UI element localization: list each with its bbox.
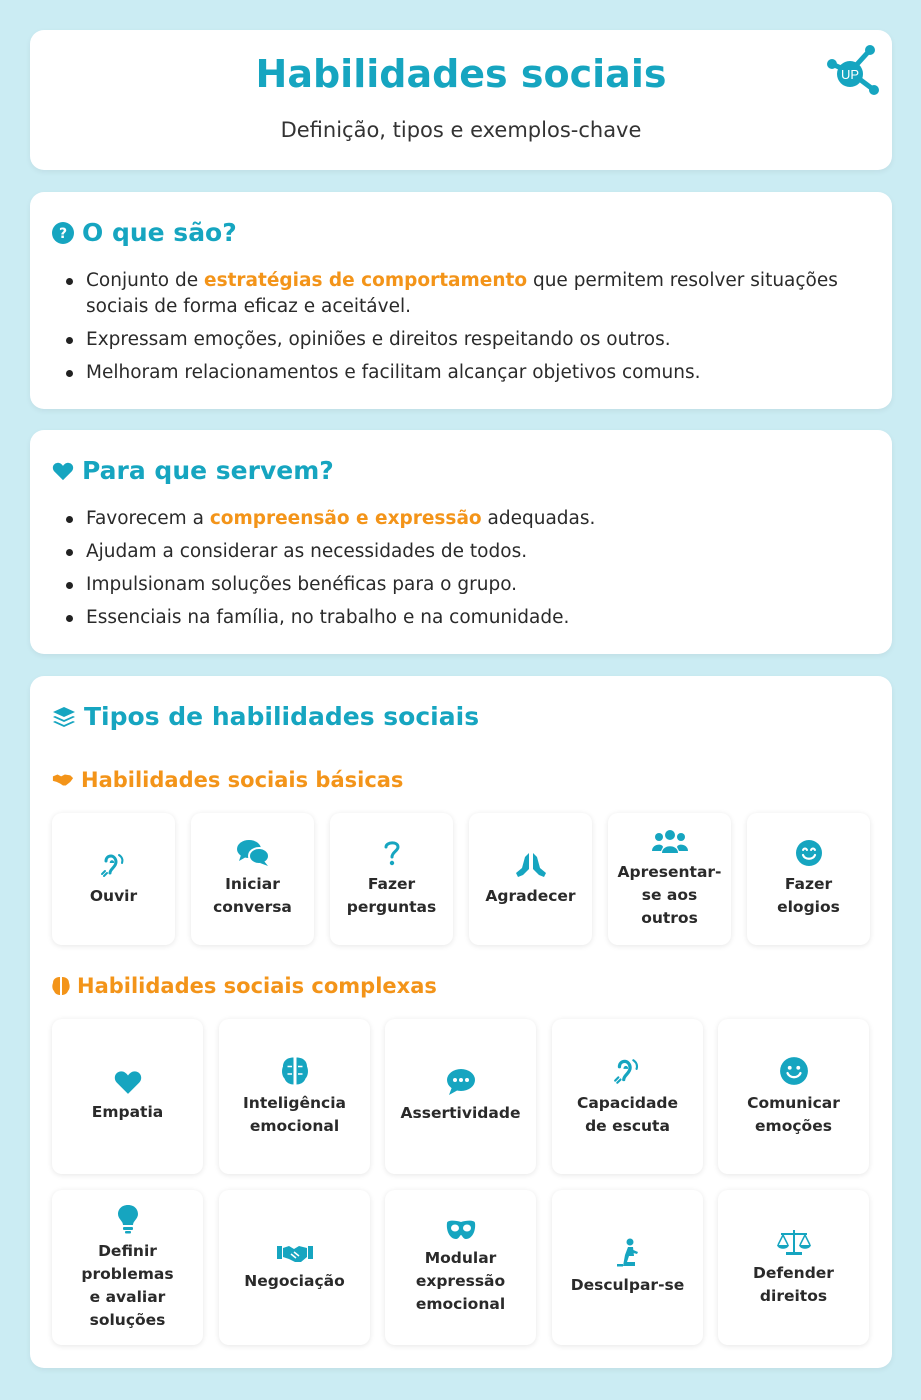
lightbulb-icon — [117, 1204, 139, 1234]
tile-label: Ouvir — [89, 886, 138, 905]
tile-label: Negociação — [244, 1272, 345, 1290]
basic-tile-iniciar-conversa — [191, 813, 314, 945]
complex-tile-definir-problemas — [52, 1190, 203, 1345]
question-circle-icon — [52, 222, 74, 244]
chat-bubbles-icon — [236, 839, 270, 867]
up-logo-icon — [826, 38, 884, 96]
basic-tile-agradecer — [469, 813, 592, 945]
speech-dots-icon — [446, 1068, 476, 1096]
basic-tile-apresentar-se — [608, 813, 731, 945]
tile-label: Modular expressão emocional — [415, 1249, 506, 1313]
list-item: Essenciais na família, no trabalho e na comunidade. — [86, 605, 852, 631]
tile-label: Fazer elogios — [777, 875, 840, 916]
list-item: Conjunto de estratégias de comportamento que permitem resolver situações sociais de forma eficaz e aceitável. — [86, 268, 852, 320]
tile-label: Definir problemas e avaliar soluções — [81, 1241, 174, 1329]
complex-tile-desculpar-se — [552, 1190, 703, 1345]
complex-tile-negociacao — [219, 1190, 370, 1345]
types-title-text: Tipos de habilidades sociais — [84, 702, 480, 731]
list-item: Expressam emoções, opiniões e direitos respeitando os outros. — [86, 327, 852, 353]
list-item: Ajudam a considerar as necessidades de todos. — [86, 539, 852, 565]
why-section-title — [52, 456, 334, 485]
page-subtitle: Definição, tipos e exemplos-chave — [280, 118, 642, 142]
heart-icon — [113, 1069, 143, 1095]
why-bullet-list — [86, 506, 852, 638]
handshake-icon — [277, 1242, 313, 1264]
svg-text:?: ? — [58, 225, 68, 242]
svg-text:UP: UP — [840, 67, 860, 82]
complex-title-text: Habilidades sociais complexas — [77, 974, 437, 998]
handshake-icon — [52, 772, 74, 788]
basic-subtitle — [52, 768, 403, 792]
what-title-text: O que são? — [82, 218, 237, 247]
what-section-title — [52, 218, 237, 247]
tile-label: Capacidade de escuta — [576, 1093, 679, 1135]
tile-label: Comunicar emoções — [747, 1093, 840, 1135]
what-card — [30, 192, 892, 409]
list-item: Melhoram relacionamentos e facilitam alcançar objetivos comuns. — [86, 360, 852, 386]
complex-tile-capacidade-de-escuta — [552, 1019, 703, 1174]
complex-tile-modular-expressao — [385, 1190, 536, 1345]
smile-icon — [779, 1056, 809, 1086]
list-item: Favorecem a compreensão e expressão adequadas. — [86, 506, 852, 532]
basic-title-text: Habilidades sociais básicas — [81, 768, 404, 792]
complex-tile-comunicar-emocoes — [718, 1019, 869, 1174]
praying-hands-icon — [514, 851, 548, 879]
mask-icon — [445, 1219, 477, 1241]
page-title: Habilidades sociais — [255, 52, 667, 96]
tile-label: Agradecer — [485, 886, 576, 905]
brain-icon — [281, 1056, 309, 1086]
basic-tile-ouvir — [52, 813, 175, 945]
basic-tile-fazer-perguntas — [330, 813, 453, 945]
list-item: Impulsionam soluções benéficas para o grupo. — [86, 572, 852, 598]
why-card — [30, 430, 892, 654]
tile-label: Iniciar conversa — [213, 875, 292, 916]
tile-label: Inteligência emocional — [243, 1093, 346, 1135]
heart-icon — [52, 461, 74, 481]
complex-tile-defender-direitos — [718, 1190, 869, 1345]
tile-label: Empatia — [91, 1103, 164, 1121]
tile-label: Fazer perguntas — [346, 875, 437, 916]
header-card — [30, 30, 892, 170]
question-icon — [382, 839, 402, 867]
layers-icon — [52, 706, 76, 728]
smile-icon — [795, 839, 823, 867]
complex-subtitle — [52, 974, 437, 998]
ear-icon — [613, 1056, 643, 1086]
tile-label: Desculpar-se — [570, 1276, 685, 1294]
complex-tile-empatia — [52, 1019, 203, 1174]
tile-label: Assertividade — [400, 1104, 521, 1122]
kneeling-person-icon — [615, 1238, 641, 1268]
brain-icon — [52, 976, 70, 996]
complex-tile-inteligencia-emocional — [219, 1019, 370, 1174]
what-bullet-list — [86, 268, 852, 393]
tile-label: Defender direitos — [753, 1263, 834, 1305]
complex-tile-assertividade — [385, 1019, 536, 1174]
why-title-text: Para que servem? — [82, 456, 334, 485]
types-section-title — [52, 702, 479, 731]
group-icon — [652, 829, 688, 855]
ear-icon — [100, 851, 128, 879]
tile-label: Apresentar-se aos outros — [617, 862, 722, 927]
scale-icon — [777, 1228, 811, 1256]
basic-tile-fazer-elogios — [747, 813, 870, 945]
types-card — [30, 676, 892, 1368]
